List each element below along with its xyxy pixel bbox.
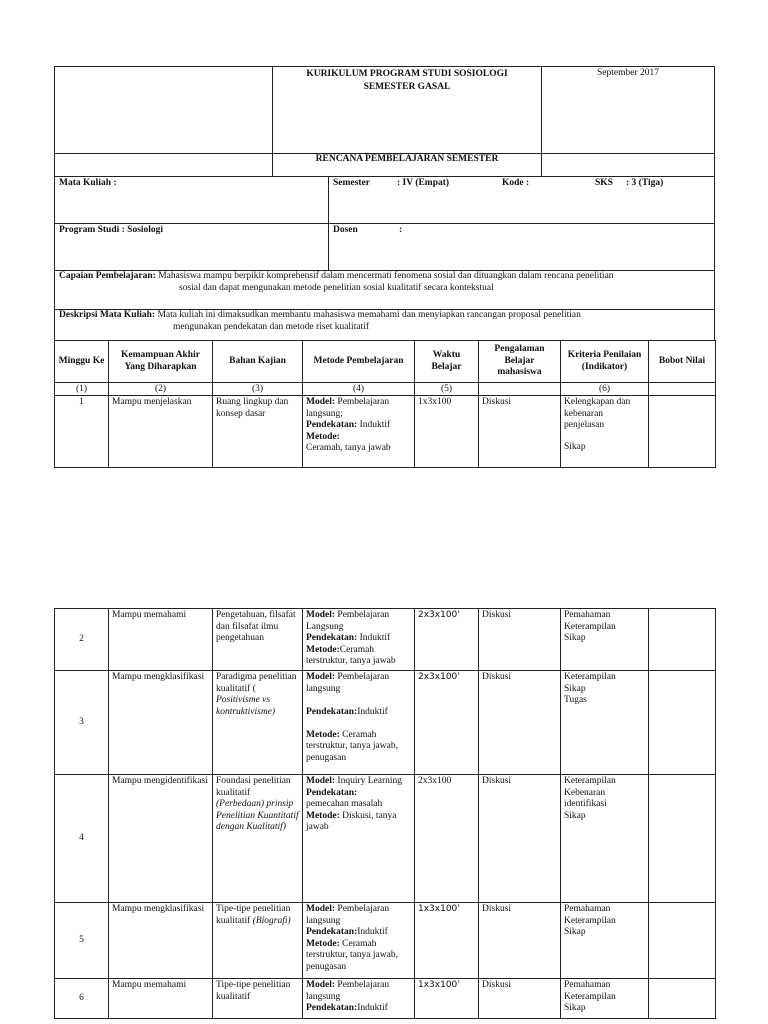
kemampuan-cell: Mampu memahami	[109, 979, 213, 1019]
program-studi-cell	[54, 223, 329, 271]
col-waktu: Waktu Belajar	[415, 341, 479, 383]
waktu-cell: 2x3x100	[415, 775, 479, 903]
deskripsi-text-2: mengunakan pendekatan dan metode riset kualitatif	[173, 321, 369, 332]
pengalaman-cell: Diskusi	[479, 609, 561, 671]
number-cell: (3)	[213, 383, 303, 396]
kemampuan-cell: Mampu mengidentifikasi	[109, 775, 213, 903]
row-number: 2	[55, 609, 109, 671]
metode-cell: Model: Pembelajaran langsung Pendekatan:Induktif Metode: Ceramah terstruktur, tanya jawab, penugasan	[303, 903, 415, 979]
metode-cell: Model: Pembelajaran langsung Pendekatan:Induktif	[303, 979, 415, 1019]
table-row	[55, 671, 716, 775]
row-number: 5	[55, 903, 109, 979]
bobot-cell	[649, 609, 716, 671]
table-header-row	[55, 341, 716, 383]
pengalaman-cell: Diskusi	[479, 903, 561, 979]
bobot-cell	[649, 671, 716, 775]
deskripsi-cell	[54, 309, 715, 341]
number-cell: (5)	[415, 383, 479, 396]
metode-cell: Model: Inquiry Learning Pendekatan: pemecahan masalah Metode: Diskusi, tanya jawab	[303, 775, 415, 903]
row-number: 1	[55, 396, 109, 468]
table-row	[55, 609, 716, 671]
number-cell	[479, 383, 561, 396]
kemampuan-cell: Mampu memahami	[109, 609, 213, 671]
kemampuan-cell: Mampu mengklasifikasi	[109, 671, 213, 775]
bahan-cell: Ruang lingkup dan konsep dasar	[213, 396, 303, 468]
header-title-cell	[272, 66, 542, 154]
col-bobot: Bobot Nilai	[649, 341, 716, 383]
col-metode: Metode Pembelajaran	[303, 341, 415, 383]
table-row	[55, 396, 716, 468]
col-kriteria: Kriteria Penilaian (Indikator)	[561, 341, 649, 383]
row-number: 3	[55, 671, 109, 775]
bahan-cell: Pengetahuan, filsafat dan filsafat ilmu pengetahuan	[213, 609, 303, 671]
capaian-cell	[54, 270, 715, 310]
rps-left-cell	[54, 153, 273, 177]
kriteria-cell: Pemahaman Keterampilan Sikap	[561, 609, 649, 671]
sks-value: : 3 (Tiga)	[626, 178, 664, 188]
waktu-cell: 1x3x100’	[415, 903, 479, 979]
kode-label: Kode :	[502, 178, 530, 188]
semester-cell	[328, 176, 715, 224]
rps-title: RENCANA PEMBELAJARAN SEMESTER	[315, 154, 499, 164]
program-studi-label: Program Studi : Sosiologi	[59, 225, 164, 235]
capaian-text-1: Mahasiswa mampu berpikir komprehensif dalam mencermati fenomena sosial dan dituangkan dalam rencana penelitian	[155, 271, 614, 281]
capaian-label: Capaian Pembelajaran:	[59, 271, 156, 281]
kemampuan-cell: Mampu mengklasifikasi	[109, 903, 213, 979]
number-cell: (2)	[109, 383, 213, 396]
bobot-cell	[649, 979, 716, 1019]
bobot-cell	[649, 396, 716, 468]
col-kemampuan: Kemampuan Akhir Yang Diharapkan	[109, 341, 213, 383]
dosen-cell	[328, 223, 715, 271]
date-text: September 2017	[596, 68, 659, 78]
dosen-label: Dosen	[333, 225, 358, 235]
kriteria-cell: Pemahaman Keterampilan Sikap	[561, 979, 649, 1019]
table-row	[55, 979, 716, 1019]
deskripsi-text-1: Mata kuliah ini dimaksudkan membantu mahasiswa memahami dan menyiapkan rancangan proposal penelitian	[155, 310, 581, 320]
waktu-cell: 1x3x100’	[415, 979, 479, 1019]
capaian-text-2: sosial dan dapat mengunakan metode penelitian sosial kualitatif secara kontekstual	[179, 282, 494, 293]
header-logo-cell	[54, 66, 273, 154]
bahan-cell: Paradigma penelitian kualitatif ( Positivisme vs kontruktivisme)	[213, 671, 303, 775]
table-row	[55, 775, 716, 903]
program-title: KURIKULUM PROGRAM STUDI SOSIOLOGI	[306, 69, 508, 79]
col-pengalaman: Pengalaman Belajar mahasiswa	[479, 341, 561, 383]
sks-label: SKS	[595, 178, 613, 188]
rps-table-page-1	[54, 340, 716, 468]
metode-cell: Model: Pembelajaran Langsung Pendekatan: Induktif Metode:Ceramah terstruktur, tanya jawab	[303, 609, 415, 671]
waktu-cell: 1x3x100	[415, 396, 479, 468]
metode-cell: Model: Pembelajaran langsung; Pendekatan: Induktif Metode: Ceramah, tanya jawab	[303, 396, 415, 468]
pengalaman-cell: Diskusi	[479, 396, 561, 468]
col-bahan: Bahan Kajian	[213, 341, 303, 383]
rps-right-cell	[541, 153, 715, 177]
waktu-cell: 2x3x100’	[415, 671, 479, 775]
table-row	[55, 903, 716, 979]
number-row	[55, 383, 716, 396]
number-cell: (1)	[55, 383, 109, 396]
pengalaman-cell: Diskusi	[479, 775, 561, 903]
semester-title: SEMESTER GASAL	[363, 82, 451, 92]
number-cell: (6)	[561, 383, 649, 396]
bahan-cell: Tipe-tipe penelitian kualitatif	[213, 979, 303, 1019]
deskripsi-label: Deskripsi Mata Kuliah:	[59, 310, 156, 320]
kriteria-cell: Keterampilan Kebenaran identifikasi Sikap	[561, 775, 649, 903]
kriteria-cell: Pemahaman Keterampilan Sikap	[561, 903, 649, 979]
col-minggu: Minggu Ke	[55, 341, 109, 383]
waktu-cell: 2x3x100’	[415, 609, 479, 671]
rps-table-page-2	[54, 608, 716, 1019]
kriteria-cell: Keterampilan Sikap Tugas	[561, 671, 649, 775]
mata-kuliah-cell	[54, 176, 329, 224]
pengalaman-cell: Diskusi	[479, 671, 561, 775]
header-date-cell	[541, 66, 715, 154]
pengalaman-cell: Diskusi	[479, 979, 561, 1019]
kriteria-cell: Kelengkapan dan kebenaran penjelasan Sikap	[561, 396, 649, 468]
semester-value: : IV (Empat)	[397, 178, 450, 188]
bobot-cell	[649, 775, 716, 903]
bobot-cell	[649, 903, 716, 979]
dosen-value: :	[399, 225, 403, 235]
mata-kuliah-label: Mata Kuliah :	[59, 178, 117, 188]
bahan-cell: Tipe-tipe penelitian kualitatif (Biografi)	[213, 903, 303, 979]
semester-label: Semester	[333, 178, 370, 188]
number-cell: (4)	[303, 383, 415, 396]
bahan-cell: Foundasi penelitian kualitatif (Perbedaan) prinsip Penelitian Kuantitatif dengan Kualitatif)	[213, 775, 303, 903]
row-number: 4	[55, 775, 109, 903]
rps-title-cell	[272, 153, 542, 177]
kemampuan-cell: Mampu menjelaskan	[109, 396, 213, 468]
row-number: 6	[55, 979, 109, 1019]
number-cell	[649, 383, 716, 396]
metode-cell: Model: Pembelajaran langsung Pendekatan:Induktif Metode: Ceramah terstruktur, tanya jawab, penugasan	[303, 671, 415, 775]
